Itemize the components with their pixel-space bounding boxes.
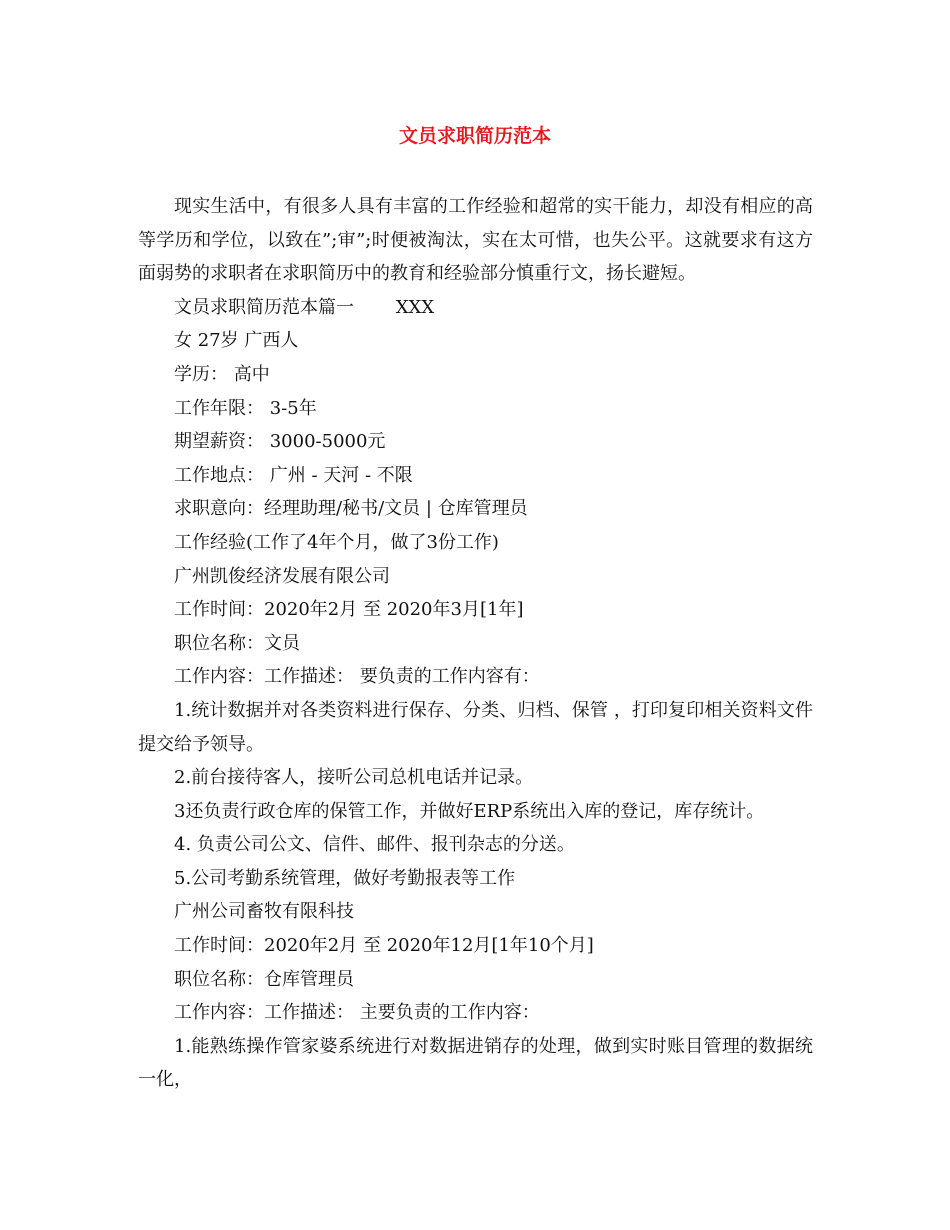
work-period-2: 工作时间：2020年2月 至 2020年12月[1年10个月] — [174, 935, 594, 957]
work-content-heading-1: 工作内容：工作描述： 要负责的工作内容有： — [174, 666, 540, 688]
resume-heading-line: 文员求职简历范本篇一 XXX — [174, 296, 435, 318]
document-title: 文员求职简历范本 — [398, 125, 551, 147]
document-body — [138, 190, 813, 1097]
company-name-1: 广州凯俊经济发展有限公司 — [174, 565, 390, 587]
duty-item: 3还负责行政仓库的保管工作，并做好ERP系统出入库的登记，库存统计。 — [174, 800, 765, 822]
work-experience-summary: 工作经验(工作了4年个月，做了3份工作) — [174, 531, 499, 553]
duty-item: 4. 负责公司公文、信件、邮件、报刊杂志的分送。 — [174, 834, 575, 856]
duty-item: 1.能熟练操作管家婆系统进行对数据进销存的处理，做到实时账目管理的数据统一化， — [138, 1035, 813, 1091]
duty-item: 1.统计数据并对各类资料进行保存、分类、归档、保管 ，打印复印相关资料文件提交给予领导。 — [138, 699, 813, 755]
personal-info-line: 女 27岁 广西人 — [174, 330, 299, 352]
company-name-2: 广州公司畜牧有限科技 — [174, 901, 354, 923]
expected-salary-line: 期望薪资： 3000-5000元 — [174, 431, 386, 453]
education-line: 学历： 高中 — [174, 363, 270, 385]
duty-item: 2.前台接待客人，接听公司总机电话并记录。 — [174, 767, 534, 789]
position-title-1: 职位名称：文员 — [174, 632, 300, 654]
work-location-line: 工作地点： 广州 - 天河 - 不限 — [174, 464, 413, 486]
position-title-2: 职位名称：仓库管理员 — [174, 968, 354, 990]
duty-item: 5.公司考勤系统管理，做好考勤报表等工作 — [174, 867, 516, 889]
work-period-1: 工作时间：2020年2月 至 2020年3月[1年] — [174, 599, 524, 621]
work-content-heading-2: 工作内容：工作描述： 主要负责的工作内容： — [174, 1002, 540, 1024]
job-intention-line: 求职意向：经理助理/秘书/文员 | 仓库管理员 — [174, 498, 528, 520]
intro-paragraph: 现实生活中，有很多人具有丰富的工作经验和超常的实干能力，却没有相应的高等学历和学位，以致在”;审”;时便被淘汰，实在太可惜，也失公平。这就要求有这方面弱势的求职者在求职简历中的教育和经验部分慎重行文，扬长避短。 — [138, 196, 813, 285]
work-years-line: 工作年限： 3-5年 — [174, 397, 317, 419]
